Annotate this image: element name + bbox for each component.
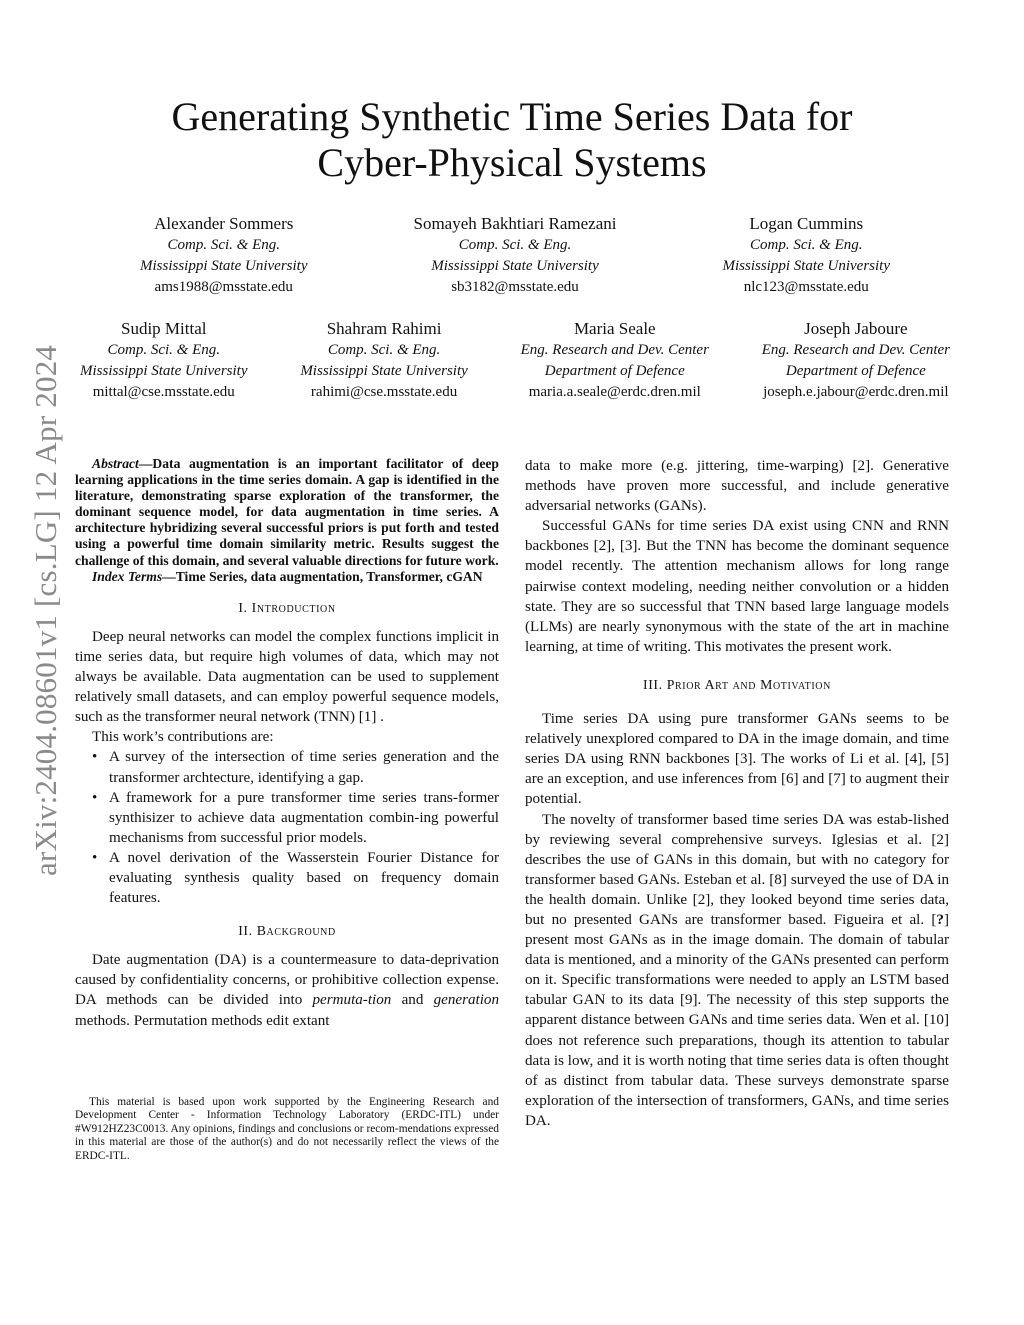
author-institution: Mississippi State University — [431, 258, 599, 274]
index-terms-label: Index Terms — [92, 568, 163, 584]
author-institution: Mississippi State University — [722, 258, 890, 274]
abstract-label: Abstract — [92, 456, 139, 471]
author-institution: Department of Defence — [785, 363, 926, 379]
list-item: • A framework for a pure transformer time series trans-former synthisizer to achieve data augmentation combin-ing powerful mechanisms from successful prior models. — [92, 788, 499, 848]
author-department: Eng. Research and Dev. Center — [761, 342, 950, 358]
author-department: Comp. Sci. & Eng. — [458, 237, 572, 253]
section-heading-background: II. Background — [238, 923, 336, 939]
funding-footnote: This material is based upon work supported by the Engineering Research and Development Center - Information Technology Laboratory (ERDC-ITL) under #W912HZ23C0013. Any opinions, findings and conclusions or recom-mendations expressed in this material are those of the author(s) and do not necessarily reflect the views of the ERDC-ITL. — [75, 1096, 499, 1162]
background-paragraph-1 — [75, 950, 499, 1030]
arxiv-identifier: arXiv:2404.08601v1 [cs.LG] 12 Apr 2024 — [28, 344, 63, 876]
author-name: Alexander Sommers — [154, 214, 294, 233]
list-item: • A novel derivation of the Wasserstein Fourier Distance for evaluating synthesis quality based on frequency domain features. — [92, 848, 499, 908]
author-email: mittal@cse.msstate.edu — [92, 384, 235, 400]
text-run: Date augmentation (DA) is a countermeasure to data-deprivation caused by confidentiality concerns, or prohibitive collection expense. DA methods can be divided into — [75, 952, 499, 1009]
author-row-1 — [80, 212, 950, 298]
prior-art-paragraph-1: Time series DA using pure transformer GANs seems to be relatively unexplored compared to DA in the image domain, and time series DA using RNN backbones [3]. The works of Li et al. [4], [5] are an exception, and use inferences from [6] and [7] to augment their potential. — [525, 711, 949, 808]
author-institution: Department of Defence — [544, 363, 685, 379]
author-name: Somayeh Bakhtiari Ramezani — [413, 214, 617, 233]
author-email: rahimi@cse.msstate.edu — [310, 384, 458, 400]
author-department: Comp. Sci. & Eng. — [107, 342, 220, 358]
author-block — [80, 317, 248, 403]
missing-citation: ? — [936, 911, 944, 928]
contributions-list — [75, 747, 499, 908]
emphasis-generation: generation — [433, 992, 500, 1009]
intro-paragraph-2: This work’s contributions are: — [92, 729, 274, 746]
section-heading-introduction: I. Introduction — [238, 599, 336, 615]
author-block — [762, 317, 950, 403]
author-block — [300, 317, 468, 403]
author-name: Joseph Jaboure — [804, 319, 908, 338]
prior-art-paragraph-2 — [525, 810, 949, 1132]
title-line-2: Cyber-Physical Systems — [317, 140, 707, 185]
author-name: Maria Seale — [573, 319, 656, 338]
background-paragraph-continued: data to make more (e.g. jittering, time-warping) [2]. Generative methods have proven more successful, and include generative adversarial networks (GANs). — [525, 458, 949, 515]
text-run: and — [391, 992, 434, 1009]
author-block — [414, 212, 617, 298]
author-department: Eng. Research and Dev. Center — [520, 342, 709, 358]
text-run: methods. Permutation methods edit extant — [75, 1012, 330, 1029]
author-name: Sudip Mittal — [121, 319, 207, 338]
abstract — [75, 456, 499, 569]
index-terms-text: —Time Series, data augmentation, Transformer, cGAN — [162, 568, 483, 584]
author-institution: Mississippi State University — [80, 363, 248, 379]
author-row-2 — [80, 317, 950, 403]
index-terms — [75, 569, 499, 585]
text-run: ] present most GANs as in the image domain. The domain of tabular data is mentioned, and a minority of the GANs presented can perform on it. Specific transformations were needed to apply an LSTM based tabular GAN to its data [9]. The necessity of this step supports the apparent distance between GANs and time series data. Wen et al. [10] does not reference such preparations, though its attention to tabular data is low, and it is worth noting that time series data is often thought of as distinct from tabular data. These surveys demonstrate sparse exploration of the intersection of transformers, GANs, and time series DA. — [525, 911, 949, 1129]
author-email: ams1988@msstate.edu — [154, 279, 293, 295]
title-line-1: Generating Synthetic Time Series Data for — [171, 94, 853, 139]
author-department: Comp. Sci. & Eng. — [750, 237, 863, 253]
section-heading-prior-art: III. Prior Art and Motivation — [643, 676, 831, 692]
author-block — [140, 212, 308, 298]
list-item: • A survey of the intersection of time series generation and the transformer archtecture, identifying a gap. — [92, 747, 499, 787]
background-paragraph-2: Successful GANs for time series DA exist using CNN and RNN backbones [2], [3]. But the TNN has become the dominant sequence model recently. The attention mechanism allows for long range pairwise context modeling, needing neither convolution or a hidden state. They are so successful that TNN based large language models (LLMs) are nearly synonymous with the state of the art in machine learning, at time of writing. This motivates the present work. — [525, 518, 949, 655]
author-institution: Mississippi State University — [300, 363, 468, 379]
author-institution: Mississippi State University — [140, 258, 308, 274]
right-column — [525, 456, 949, 1131]
text-run: The novelty of transformer based time series DA was estab-lished by reviewing several comprehensive surveys. Iglesias et al. [2] describes the use of GANs in this domain, but with no category for transformer based GANs. Esteban et al. [8] surveyed the use of DA in the health domain. Unlike [2], they looked beyond time series data, but no presented GANs are transformer based. Figueira et al. [ — [525, 811, 949, 928]
author-block — [723, 212, 891, 298]
author-email: joseph.e.jabour@erdc.dren.mil — [763, 384, 949, 400]
author-block — [521, 317, 709, 403]
abstract-text: —Data augmentation is an important facilitator of deep learning applications in the time series domain. A gap is identified in the literature, demonstrating sparse exploration of the transformer, the dominant sequence model, for data augmentation in time series. A architecture hybridizing several successful priors is put forth and tested using a powerful time domain similarity metric. Results suggest the challenge of this domain, and several valuable directions for future work. — [75, 456, 499, 568]
author-department: Comp. Sci. & Eng. — [167, 237, 280, 253]
left-column — [75, 456, 499, 1031]
author-email: maria.a.seale@erdc.dren.mil — [528, 384, 701, 400]
author-name: Logan Cummins — [749, 214, 864, 233]
author-email: nlc123@msstate.edu — [743, 279, 869, 295]
emphasis-permutation: permuta-tion — [312, 992, 392, 1009]
paper-title — [100, 94, 924, 186]
author-department: Comp. Sci. & Eng. — [327, 342, 441, 358]
author-name: Shahram Rahimi — [326, 319, 442, 338]
intro-paragraph-1: Deep neural networks can model the complex functions implicit in time series data, but require high volumes of data, which may not always be available. Data augmentation can be used to supplement relatively small datasets, and can employ powerful sequence models, such as the transformer neural network (TNN) [1] . — [75, 628, 499, 726]
author-email: sb3182@msstate.edu — [451, 279, 579, 295]
